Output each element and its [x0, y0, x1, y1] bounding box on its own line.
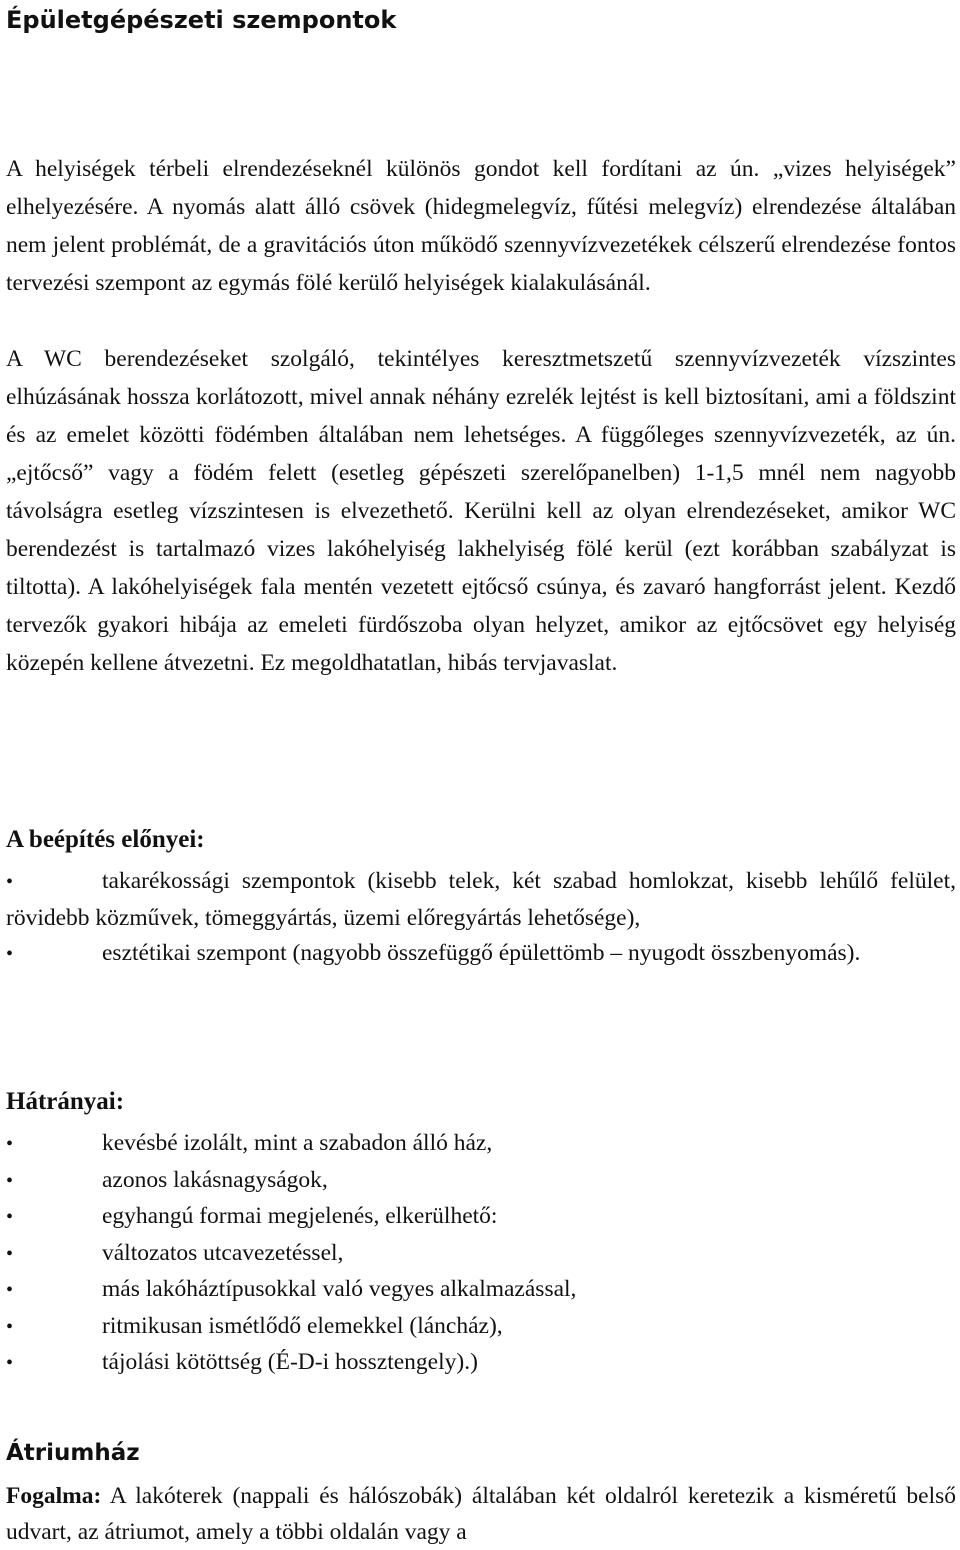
paragraph-plumbing-intro: A helyiségek térbeli elrendezéseknél különös gondot kell fordítani az ún. „vizes helyiségek” elhelyezésére. A nyomás alatt álló csövek (hidegmelegvíz, fűtési melegvíz) elrendezése általában nem jelent problémát, de a gravitációs úton működő szennyvízvezetékek célszerű elrendezése fontos tervezési szempont az egymás fölé kerülő helyiségek kialakulásánál.	[6, 156, 956, 296]
list-item-text: más lakóháztípusokkal való vegyes alkalmazással,	[102, 1276, 577, 1302]
list-item	[6, 936, 956, 973]
definition-label: Fogalma:	[6, 1483, 102, 1509]
list-item-text: kevésbé izolált, mint a szabadon álló ház,	[102, 1130, 493, 1156]
disadvantages-title: Hátrányai:	[6, 1088, 125, 1115]
list-item	[6, 864, 956, 936]
advantages-list	[6, 864, 956, 973]
list-item	[6, 1236, 956, 1273]
list-item	[6, 1345, 956, 1382]
list-item	[6, 1163, 956, 1200]
atrium-title: Átriumház	[6, 1440, 140, 1466]
bullet-icon	[6, 1199, 102, 1236]
bullet-icon	[6, 1345, 102, 1382]
bullet-icon	[6, 1272, 102, 1309]
list-item-text: ritmikusan ismétlődő elemekkel (láncház),	[102, 1312, 503, 1339]
atrium-definition	[6, 1478, 956, 1550]
list-item	[6, 1199, 956, 1236]
list-item-text: azonos lakásnagyságok,	[102, 1166, 328, 1193]
bullet-icon	[6, 936, 102, 973]
list-item-text: esztétikai szempont (nagyobb összefüggő épülettömb – nyugodt összbenyomás).	[102, 940, 861, 966]
list-item-text: takarékossági szempontok (kisebb telek, két szabad homlokzat, kisebb lehűlő felület, rövidebb közművek, tömeggyártás, üzemi előregyártás lehetősége),	[6, 868, 956, 931]
definition-text: A lakóterek (nappali és hálószobák) általában két oldalról keretezik a kisméretű belső udvart, az átriumot, amely a többi oldalán vagy a	[6, 1483, 956, 1545]
bullet-icon	[6, 1236, 102, 1273]
disadvantages-list	[6, 1126, 956, 1382]
list-item-text: tájolási kötöttség (É-D-i hossztengely).)	[102, 1349, 478, 1375]
list-item	[6, 1309, 956, 1346]
list-item	[6, 1126, 956, 1163]
bullet-icon	[6, 1163, 102, 1200]
bullet-icon	[6, 1309, 102, 1346]
list-item-text: változatos utcavezetéssel,	[102, 1239, 344, 1266]
section-heading: Épületgépészeti szempontok	[6, 6, 397, 34]
bullet-icon	[6, 864, 102, 901]
paragraph-wc-drainage: A WC berendezéseket szolgáló, tekintélyes keresztmetszetű szennyvízvezeték vízszintes elhúzásának hossza korlátozott, mivel annak néhány ezrelék lejtést is kell biztosítani, ami a földszint és az emelet közötti födémben általában nem lehetséges. A függőleges szennyvízvezeték, az ún. „ejtőcső” vagy a födém felett (esetleg gépészeti szerelőpanelben) 1-1,5 mnél nem nagyobb távolságra esetleg vízszintesen is elvezethető. Kerülni kell az olyan elrendezéseket, amikor WC berendezést is tartalmazó vizes lakóhelyiség lakhelyiség fölé kerül (ezt korábban szabályzat is tiltotta). A lakóhelyiségek fala mentén vezetett ejtőcső csúnya, és zavaró hangforrást jelent. Kezdő tervezők gyakori hibája az emeleti fürdőszoba olyan helyzet, amikor az ejtőcsövet egy helyiség közepén kellene átvezetni. Ez megoldhatatlan, hibás tervjavaslat.	[6, 346, 956, 676]
bullet-icon	[6, 1126, 102, 1163]
advantages-title: A beépítés előnyei:	[6, 826, 205, 853]
list-item	[6, 1272, 956, 1309]
list-item-text: egyhangú formai megjelenés, elkerülhető:	[102, 1203, 498, 1229]
